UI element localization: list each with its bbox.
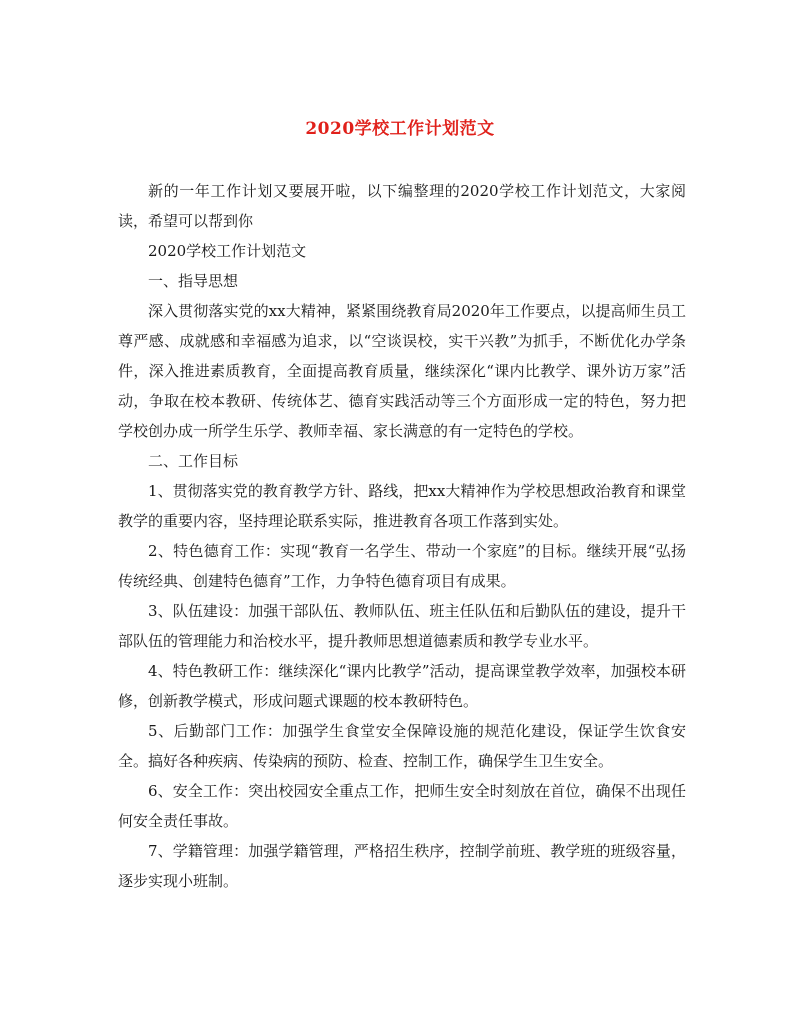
subtitle-paragraph: 2020学校工作计划范文 <box>148 242 307 260</box>
goal-item-5: 5、后勤部门工作：加强学生食堂安全保障设施的规范化建设，保证学生饮食安全。搞好各种疾病、传染病的预防、检查、控制工作，确保学生卫生安全。 <box>118 722 686 770</box>
goal-item-6: 6、安全工作：突出校园安全重点工作，把师生安全时刻放在首位，确保不出现任何安全责任事故。 <box>118 782 686 830</box>
goal-item-3: 3、队伍建设：加强干部队伍、教师队伍、班主任队伍和后勤队伍的建设，提升干部队伍的管理能力和治校水平，提升教师思想道德素质和教学专业水平。 <box>118 602 686 650</box>
goal-item-4: 4、特色教研工作：继续深化“课内比教学”活动，提高课堂教学效率，加强校本研修，创新教学模式，形成问题式课题的校本教研特色。 <box>118 662 686 710</box>
intro-paragraph: 新的一年工作计划又要展开啦，以下编整理的2020学校工作计划范文，大家阅读，希望可以帮到你 <box>118 182 686 230</box>
goal-item-2: 2、特色德育工作：实现“教育一名学生、带动一个家庭”的目标。继续开展“弘扬传统经典、创建特色德育”工作，力争特色德育项目有成果。 <box>118 542 686 590</box>
document-body <box>118 176 686 896</box>
goal-item-7: 7、学籍管理：加强学籍管理，严格招生秩序，控制学前班、教学班的班级容量，逐步实现小班制。 <box>118 842 686 890</box>
document-title: 2020学校工作计划范文 <box>305 119 495 139</box>
section-heading-work-goals: 二、工作目标 <box>148 452 239 470</box>
goal-item-1: 1、贯彻落实党的教育教学方针、路线，把xx大精神作为学校思想政治教育和课堂教学的重要内容，坚持理论联系实际，推进教育各项工作落到实处。 <box>118 482 686 530</box>
guiding-ideology-paragraph: 深入贯彻落实党的xx大精神，紧紧围绕教育局2020年工作要点，以提高师生员工尊严感、成就感和幸福感为追求，以“空谈误校，实干兴教”为抓手，不断优化办学条件，深入推进素质教育，全面提高教育质量，继续深化“课内比教学、课外访万家”活动，争取在校本教研、传统体艺、德育实践活动等三个方面形成一定的特色，努力把学校创办成一所学生乐学、教师幸福、家长满意的有一定特色的学校。 <box>118 302 686 440</box>
section-heading-guiding-ideology: 一、指导思想 <box>148 272 239 290</box>
